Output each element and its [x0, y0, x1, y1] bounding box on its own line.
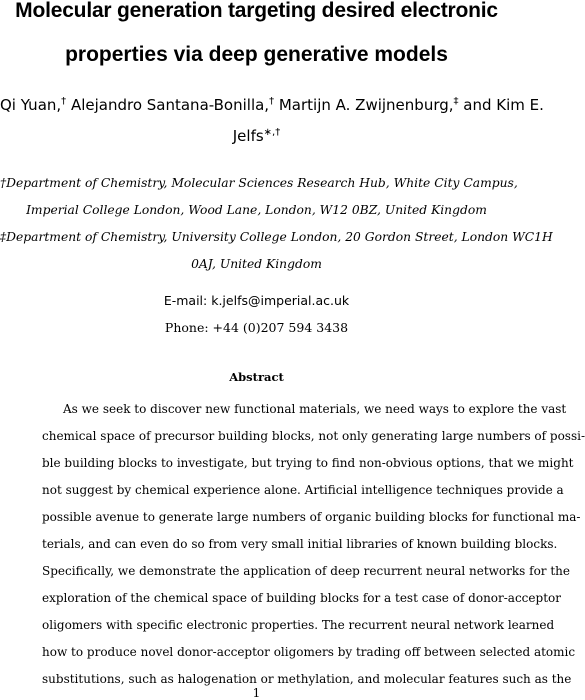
abstract-line: oligomers with specific electronic properties. The recurrent neural network learned: [42, 618, 555, 632]
paper-title-line-2: properties via deep generative models: [65, 43, 448, 66]
affiliation-mark: †: [269, 96, 275, 107]
author-list-line-1: [0, 96, 544, 114]
affiliation-line: †Department of Chemistry, Molecular Sciences Research Hub, White City Campus,: [0, 176, 518, 190]
abstract-line: how to produce novel donor-acceptor oligomers by trading off between selected atomic: [42, 645, 576, 659]
affiliation-line: ‡Department of Chemistry, University College London, 20 Gordon Street, London WC1H: [0, 230, 553, 244]
abstract-line: substitutions, such as halogenation or methylation, and molecular features such as the: [42, 672, 572, 686]
affiliation-mark: ‡: [453, 96, 459, 107]
author-text: Alejandro Santana-Bonilla,: [66, 96, 270, 114]
abstract-line: exploration of the chemical space of building blocks for a test case of donor-acceptor: [42, 591, 561, 605]
affiliation-mark: †: [61, 96, 67, 107]
affiliation-line: 0AJ, United Kingdom: [191, 257, 322, 271]
contact-email: E-mail: k.jelfs@imperial.ac.uk: [163, 293, 350, 308]
affiliation-mark: ∗,†: [263, 127, 281, 138]
author-text: and Kim E.: [458, 96, 544, 114]
author-text: Qi Yuan,: [0, 96, 62, 114]
contact-phone: Phone: +44 (0)207 594 3438: [164, 320, 349, 335]
abstract-line: chemical space of precursor building blocks, not only generating large numbers of possi-: [42, 429, 585, 443]
abstract-line: not suggest by chemical experience alone. Artificial intelligence techniques provide a: [42, 483, 564, 497]
author-text: Martijn A. Zwijnenburg,: [274, 96, 454, 114]
author-list-line-2: [0, 127, 513, 145]
author-text: Jelfs: [232, 127, 264, 145]
abstract-line: possible avenue to generate large numbers of organic building blocks for functional ma-: [42, 510, 581, 524]
page-number: 1: [252, 686, 261, 700]
abstract-line: As we seek to discover new functional materials, we need ways to explore the vast: [63, 402, 567, 416]
abstract-line: terials, and can even do so from very small initial libraries of known building blocks.: [42, 537, 558, 551]
abstract-line: Specifically, we demonstrate the application of deep recurrent neural networks for the: [42, 564, 570, 578]
abstract-heading: Abstract: [229, 370, 284, 384]
abstract-line: ble building blocks to investigate, but trying to find non-obvious options, that we might: [42, 456, 574, 470]
affiliation-line: Imperial College London, Wood Lane, London, W12 0BZ, United Kingdom: [26, 203, 487, 217]
paper-title-line-1: Molecular generation targeting desired electronic: [15, 0, 498, 22]
